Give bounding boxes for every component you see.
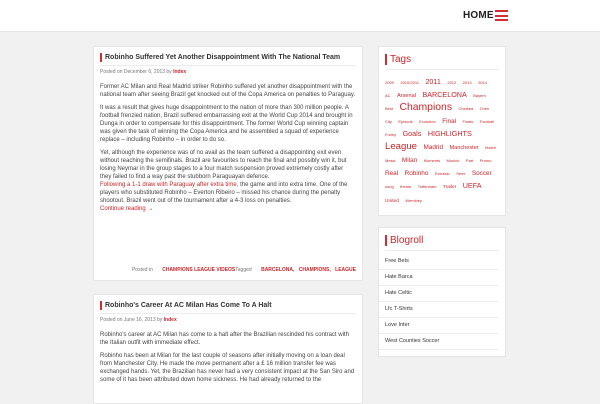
tag-link[interactable]: Tottenham (417, 184, 437, 189)
category-link[interactable]: CHAMPIONS LEAGUE VIDEOS (162, 267, 236, 273)
tag-link[interactable]: Real (385, 170, 399, 177)
tag-link[interactable]: LEAGUE (335, 267, 356, 273)
tag-link[interactable]: Part (465, 158, 474, 163)
tag-link[interactable]: League (385, 141, 418, 152)
top-bar (0, 0, 600, 32)
tag-link[interactable]: BARCELONA (422, 90, 467, 99)
tag-link[interactable]: Bayern (473, 93, 486, 98)
tag-link[interactable]: Munich (446, 158, 460, 163)
tag-link[interactable]: 2014 (478, 80, 487, 85)
tag-link[interactable]: Soccer (471, 170, 492, 177)
tag-link[interactable]: Champions (399, 102, 453, 113)
tag-link[interactable]: AC (385, 93, 391, 98)
tag-link[interactable]: Moments (423, 158, 441, 163)
widget-title: Blogroll (385, 235, 423, 246)
tag-cloud (385, 75, 499, 207)
tag-link[interactable]: 2013 (462, 80, 472, 85)
blogroll-link[interactable]: Hate Barca (379, 270, 499, 286)
tag-link[interactable]: Evolution (419, 119, 436, 124)
tag-link[interactable]: United (385, 199, 399, 204)
post-title[interactable]: Robinho Suffered Yet Another Disappointment With The National Team (100, 53, 358, 62)
paragraph: Robinho's career at AC Milan has come to a halt after the Brazilian rescinded his contract with the Italian outfit with immediate effect. (100, 332, 349, 346)
tag-link[interactable]: Wembley (405, 198, 422, 203)
tag-link[interactable]: Ronaldo (434, 171, 450, 176)
menu-icon[interactable] (495, 10, 508, 21)
tag-link[interactable]: song (385, 184, 394, 189)
blogroll-link[interactable]: Hate Celtic (379, 286, 499, 302)
tag-link[interactable]: Goals (402, 129, 422, 138)
paragraph: Former AC Milan and Real Madrid striker Robinho suffered yet another disappointment with the national team after seeing Brazil get knocked out of the Copa America on penalties to Paraguay. (100, 84, 356, 98)
tag-link[interactable]: Episode (398, 119, 413, 124)
tag-link[interactable]: City (385, 119, 392, 124)
blogroll-link[interactable]: Free Bets (379, 254, 499, 270)
tag-link[interactable]: UEFA (462, 181, 482, 190)
tag-link[interactable]: Promo (479, 158, 492, 163)
tag-link[interactable]: Arsenal (397, 93, 416, 99)
continue-reading-link[interactable]: Continue reading → (100, 206, 154, 212)
blogroll-link[interactable]: Lfc T-Shirts (379, 302, 499, 318)
paragraph: Robinho has been at Milan for the last couple of seasons after initially moving on a loan deal from Manchester City. He made the move permanent after a £ 16 million transfer fee was exchanged hands. Yet, the Brazilian has never had a very consistent impact at the San Siro and some of it has been attributed down home sickness. He had already returned to the (100, 353, 355, 383)
post-article (93, 46, 363, 281)
tag-link[interactable]: Semi (456, 171, 466, 176)
tag-link[interactable]: Final (442, 118, 457, 125)
tag-link[interactable]: Robinho (404, 170, 429, 177)
tag-link[interactable]: Trailer (442, 185, 457, 190)
tag-link[interactable]: Milan (401, 157, 418, 164)
tag-link[interactable]: Chen (479, 106, 490, 111)
post-body (100, 83, 356, 213)
paragraph: It was a result that gives huge disappointment to the nation of more than 300 million people. A football frenzied nation, Brazil suffered embarrassing exit at the World Cup 2014 and brought in Dunga in order to compensate for this disappointment. The former World Cup winning captain was given the task of winning the Copa America and he assembled a squad of experience replace – including Robinho – in order to do so. (100, 105, 353, 143)
post-article (93, 294, 363, 404)
post-meta (100, 69, 186, 75)
tag-link[interactable]: 2009 (385, 80, 394, 85)
tag-link[interactable]: theme (400, 184, 412, 189)
divider (100, 65, 356, 66)
post-author[interactable]: Index (173, 69, 187, 75)
tag-link[interactable]: Messi (385, 158, 396, 163)
tagged-label: Tagged (235, 267, 252, 273)
tag-link[interactable]: 2011 (425, 77, 441, 86)
post-date: Posted on June 16, 2013 by (100, 317, 163, 323)
divider (100, 313, 356, 314)
posted-in-label: Posted in (131, 267, 153, 273)
tag-link[interactable]: Match (485, 145, 497, 150)
post-title[interactable]: Robinho's Career At AC Milan Has Come To A Halt (100, 301, 358, 310)
blogroll-widget (378, 227, 506, 357)
tag-link[interactable]: Madrid (423, 144, 444, 151)
post-footer (132, 267, 356, 273)
tag-link[interactable]: CHAMPIONS, (298, 267, 331, 273)
widget-title: Tags (385, 54, 411, 65)
tag-link[interactable]: Chelsea (458, 106, 474, 111)
tags-widget (378, 46, 506, 216)
paragraph: Yet, although the experience was of no avail as the team suffered a disappointing exit even without reaching the semifinals. Brazil are favourites to reach the final and possibly win it, but losing Neymar in the group stages to a four match suspension proved extremely costly after they failed to find a way past the stubborn Paraguayan defence. Following a 1-1 draw with Paraguay after extra time, the game and into extra time. One of the players who substituted Robinho – Everton Ribeiro – missed his chance during the penalty shootout. Brazil went out of the tournament after a 4-3 loss on penalties. Continue reading → (100, 150, 348, 212)
post-body (100, 331, 356, 389)
tag-link[interactable]: HIGHLIGHTS (427, 129, 472, 138)
post-meta (100, 317, 177, 323)
tag-link[interactable]: 2012 (447, 80, 457, 85)
post-date: Posted on December 6, 2013 by (100, 69, 172, 75)
tag-link[interactable]: Best (385, 106, 394, 111)
tag-link[interactable]: Football (479, 119, 494, 124)
paragraph-continuation: , the game and into extra time. One of the players who substituted Robinho – Everton Ribeiro – missed his chance during the penalty shootout. Brazil went out of the tournament after a 4-3 loss on penalties. (100, 182, 348, 204)
blogroll-link[interactable]: West Counties Soccer (379, 334, 499, 350)
tag-link[interactable]: BARCELONA, (261, 267, 295, 273)
divider (385, 250, 499, 251)
blogroll-link[interactable]: Love Inter (379, 318, 499, 334)
tag-link[interactable]: 2010/2011 (400, 80, 419, 85)
post-author[interactable]: Index (163, 317, 177, 323)
blogroll-list (379, 254, 505, 350)
tag-link[interactable]: Finals (462, 119, 474, 124)
inline-link[interactable]: Following a 1-1 draw with Paraguay after extra time (100, 182, 237, 188)
tag-link[interactable]: Funny (385, 132, 397, 137)
home-link[interactable]: HOME (463, 10, 494, 21)
tag-link[interactable]: Manchester (449, 145, 479, 151)
divider (385, 69, 499, 70)
